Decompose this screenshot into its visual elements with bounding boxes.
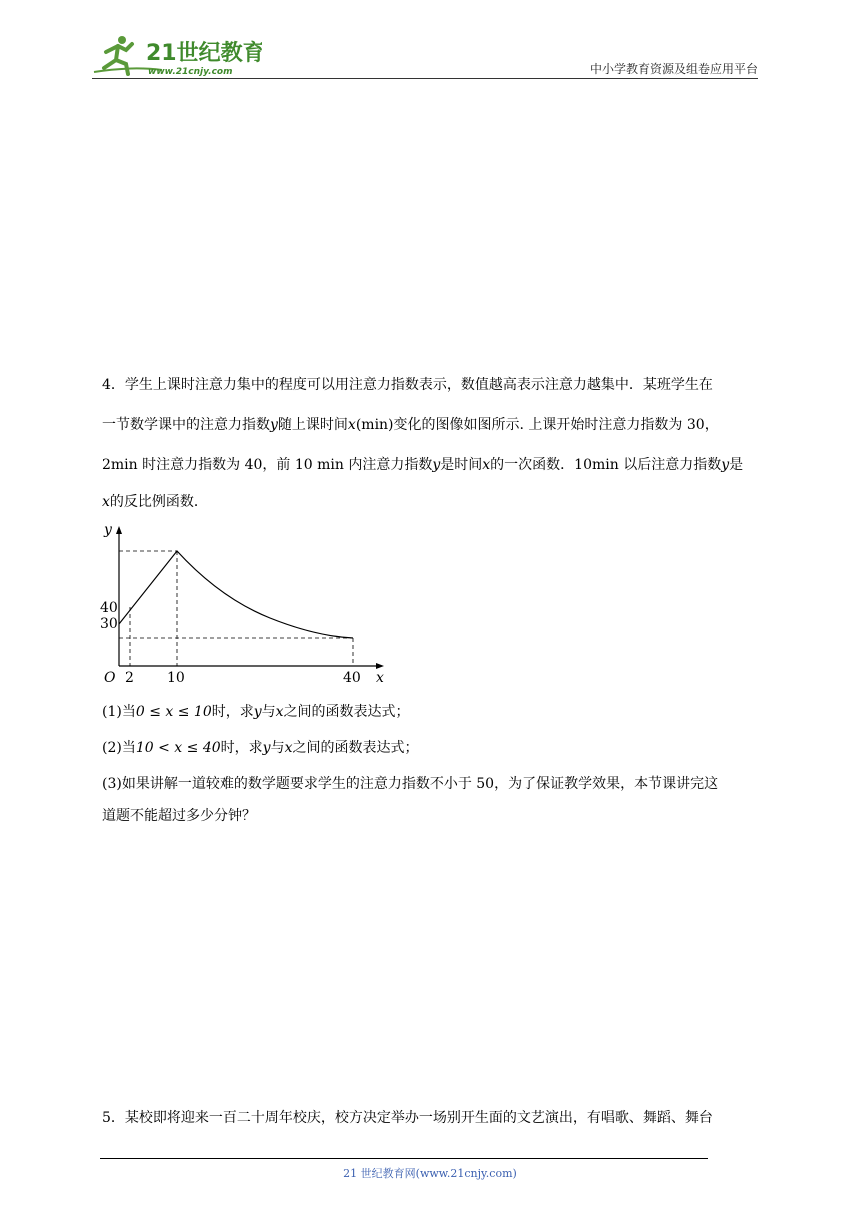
axis-label-x: x: [376, 670, 384, 686]
text-segment: 是时间: [440, 457, 483, 473]
tick-label-y30: 30: [100, 616, 118, 632]
logo-text: 21世纪教育: [146, 41, 262, 66]
text-segment: 之间的函数表达式；: [283, 704, 410, 720]
var-x: x: [284, 740, 293, 756]
text-segment: 的一次函数．10min 以后注意力指数: [490, 457, 722, 473]
tick-label-y40: 40: [100, 600, 118, 616]
logo-url: www.21cnjy.com: [148, 67, 233, 77]
text-segment: 变化的图像如图所示. 上课开始时注意力指数为 30，: [393, 417, 719, 433]
var-x: x: [102, 494, 110, 510]
question-2: [102, 738, 762, 758]
unit-min: (min): [355, 417, 394, 433]
problem4-line3: [102, 455, 762, 475]
text-segment: 2min 时注意力指数为 40，前 10 min 内注意力指数: [102, 457, 433, 473]
tick-label-x2: 2: [125, 670, 134, 686]
text-segment: 时，求: [220, 740, 263, 756]
text-segment: (2)当: [102, 740, 136, 756]
text-segment: 是: [729, 457, 744, 473]
text-segment: 与: [270, 740, 285, 756]
var-x: x: [275, 704, 284, 720]
var-y: y: [432, 457, 441, 473]
text-segment: 与: [261, 704, 276, 720]
tick-label-x40: 40: [343, 670, 361, 686]
axis-label-y: y: [104, 522, 112, 538]
text-segment: (1)当: [102, 704, 136, 720]
var-y: y: [721, 457, 730, 473]
attention-curve: [119, 551, 353, 638]
problem4-line1: 4．学生上课时注意力集中的程度可以用注意力指数表示，数值越高表示注意力越集中．某班学生在: [102, 377, 713, 393]
attention-graph: [100, 518, 390, 690]
question-3: (3)如果讲解一道较难的数学题要求学生的注意力指数不小于 50，为了保证教学效果，本节课讲完这: [102, 776, 719, 792]
text-segment: 的反比例函数．: [109, 494, 208, 510]
y-axis-arrow: [116, 526, 122, 534]
text-segment: 时，求: [211, 704, 254, 720]
platform-title: 中小学教育资源及组卷应用平台: [589, 62, 758, 76]
var-x: x: [482, 457, 491, 473]
text-segment: 之间的函数表达式；: [292, 740, 419, 756]
footer-text: 21 世纪教育网(www.21cnjy.com): [343, 1167, 517, 1180]
var-y: y: [262, 740, 271, 756]
text-segment: 一节数学课中的注意力指数: [102, 417, 270, 433]
origin-label: O: [104, 670, 116, 686]
tick-label-x10: 10: [167, 670, 185, 686]
var-y: y: [253, 704, 262, 720]
var-y: y: [270, 417, 278, 433]
site-logo: [92, 32, 262, 80]
footer-divider: [100, 1158, 708, 1159]
question-1: [102, 702, 762, 722]
var-x: x: [347, 417, 356, 433]
text-segment: 随上课时间: [277, 417, 348, 433]
header-divider: [92, 78, 758, 79]
x-axis-arrow: [376, 663, 384, 669]
range-expression: 10 < x ≤ 40: [135, 740, 221, 756]
problem5-line1: 5．某校即将迎来一百二十周年校庆，校方决定举办一场别开生面的文艺演出，有唱歌、舞蹈、舞台: [102, 1110, 713, 1126]
question-3-continued: 道题不能超过多少分钟？: [102, 808, 256, 824]
problem4-line4: [102, 492, 762, 512]
range-expression: 0 ≤ x ≤ 10: [135, 704, 212, 720]
problem4-line2: [102, 415, 762, 435]
